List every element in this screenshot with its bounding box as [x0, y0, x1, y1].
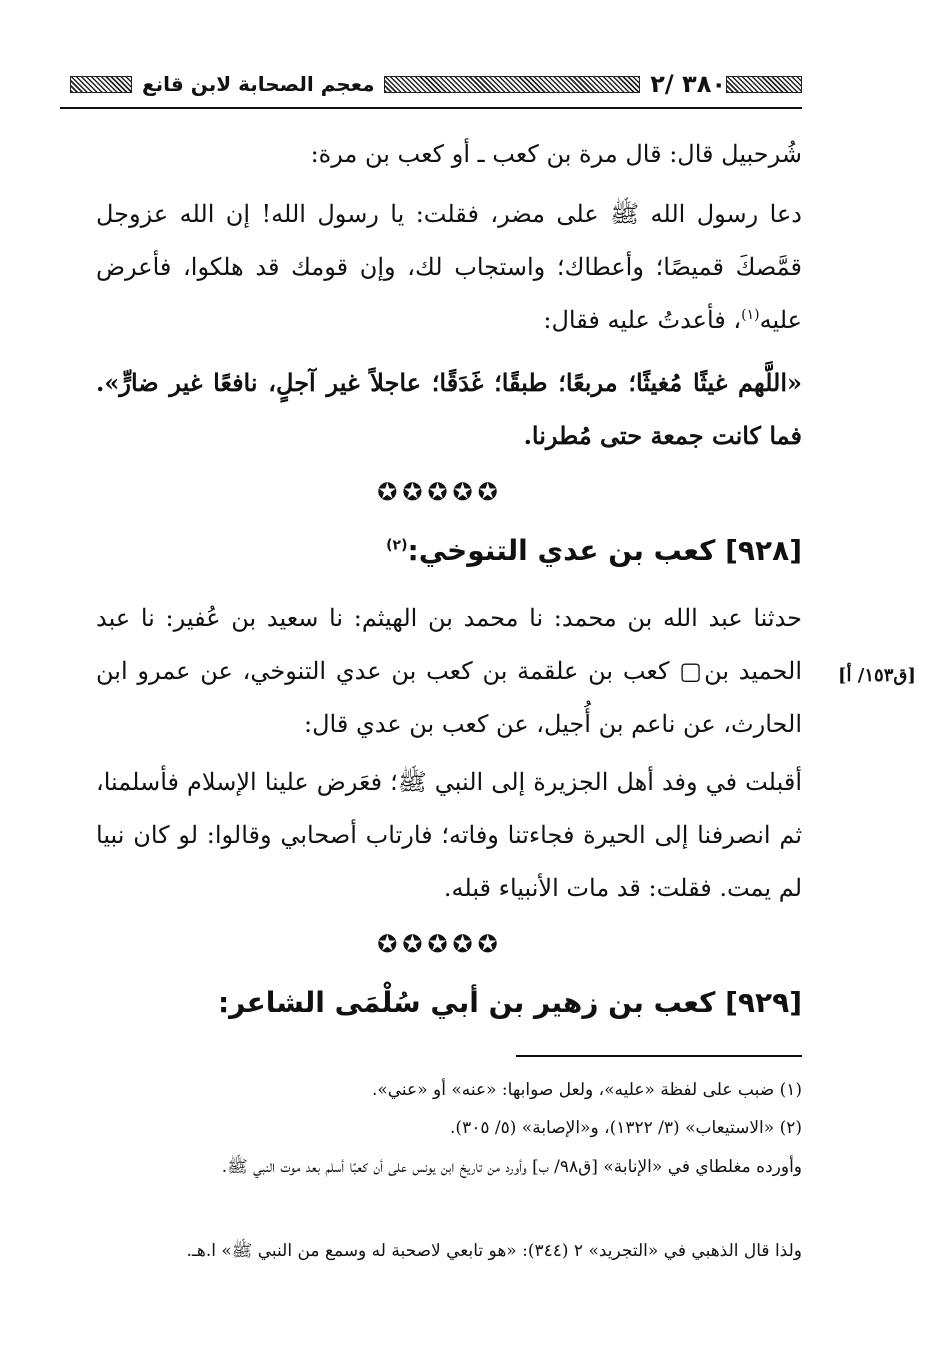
paragraph-5: أقبلت في وفد أهل الجزيرة إلى النبي ﷺ؛ فعَرض علينا الإسلام فأسلمنا، ثم انصرفنا إلى الحيرة فجاءتنا وفاته؛ فارتاب أصحابي وقالوا: لو كان نبيا لم يمت. فقلت: قد مات الأنبياء قبله. — [96, 768, 803, 902]
page-number: ٣٨٠ /٢ — [650, 70, 726, 98]
section-divider-stars-2: ✪✪✪✪✪ — [377, 930, 503, 958]
entry-heading-928-text: [٩٢٨] كعب بن عدي التنوخي: — [407, 534, 802, 567]
footnote-2-dhahabi: ولذا قال الذهبي في «التجريد» ٢ (٣٤٤): «هو تابعي لاصحبة له وسمع من النبي ﷺ» ا.هـ. — [186, 1241, 802, 1261]
paragraph-2-text: دعا رسول الله ﷺ على مضر، فقلت: يا رسول الله! إن الله عزوجل قمَّصكَ قميصًا؛ وأعطاك؛ واستجاب لك، وإن قومك قد هلكوا، فأعرض عليه — [96, 200, 802, 334]
running-header — [60, 64, 802, 104]
footnote-2-continued: وأورده مغلطاي في «الإنابة» [ق٩٨/ ب] وأورد من تاريخ ابن يونس على أن كعبًا أسلم بعد موت النبي ﷺ. — [221, 1157, 802, 1177]
book-title: معجم الصحابة لابن قانع — [142, 72, 375, 96]
footnote-separator — [516, 1055, 802, 1057]
paragraph-2-tail: ، فأعدتُ عليه فقال: — [543, 306, 742, 334]
footnote-1: (١) ضبب على لفظة «عليه»، ولعل صوابها: «عنه» أو «عني». — [371, 1080, 802, 1100]
section-divider-stars: ✪✪✪✪✪ — [377, 478, 503, 506]
paragraph-2 — [96, 188, 802, 347]
footnote-ref-2: (٢) — [386, 537, 408, 554]
footnote-2: (٢) «الاستيعاب» (٣/ ١٣٢٢)، و«الإصابة» (٥/ ٣٠٥). — [450, 1118, 802, 1138]
paragraph-3-prayer: «اللَّهم غيثًا مُغيثًا؛ مربعًا؛ طبقًا؛ غَدَقًا؛ عاجلاً غير آجلٍ، نافعًا غير ضارٍّ». فما كانت جمعة حتى مُطرنا. — [96, 368, 802, 450]
header-rule — [60, 107, 802, 109]
header-ornament-middle — [384, 76, 640, 93]
entry-heading-929: [٩٢٩] كعب بن زهير بن أبي سُلْمَى الشاعر: — [217, 986, 802, 1019]
footnote-ref-1: (١) — [741, 307, 760, 323]
header-ornament-right — [726, 76, 802, 93]
entry-heading-928 — [200, 534, 802, 567]
paragraph-4-isnad: حدثنا عبد الله بن محمد: نا محمد بن الهيثم: نا سعيد بن عُفير: نا عبد الحميد بن▢ كعب بن علقمة بن كعب بن عدي التنوخي، عن عمرو ابن الحارث، عن ناعم بن أُجيل، عن كعب بن عدي قال: — [96, 604, 802, 738]
manuscript-folio-marker: [ق١٥٣/ أ] — [838, 665, 916, 686]
paragraph-1: شُرحبيل قال: قال مرة بن كعب ـ أو كعب بن مرة: — [310, 140, 802, 168]
header-ornament-left — [70, 76, 132, 93]
